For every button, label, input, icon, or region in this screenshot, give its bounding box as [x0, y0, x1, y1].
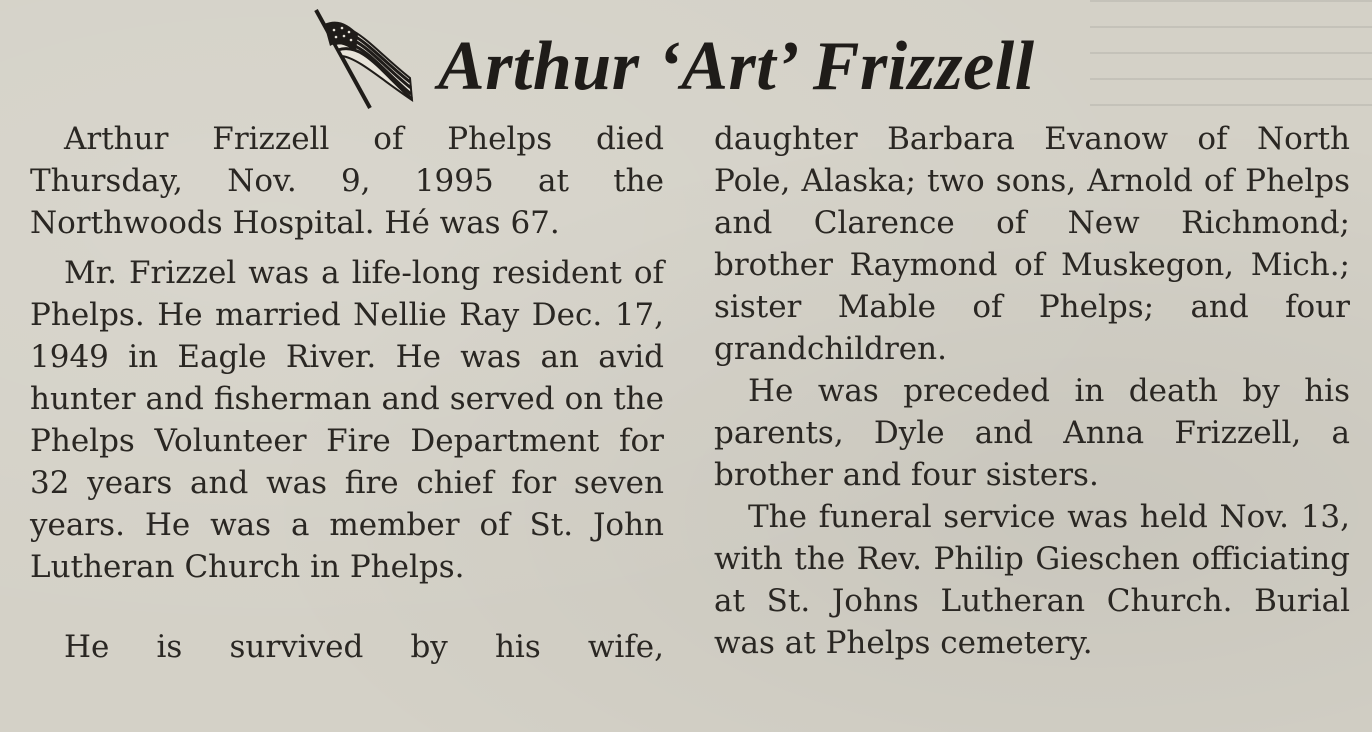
obituary-title: Arthur ‘Art’ Frizzell: [438, 28, 1035, 105]
obituary-headline: [312, 8, 1132, 118]
paragraph-survivors-start: He is survived by his wife,: [64, 629, 664, 665]
left-text-column: [30, 118, 664, 668]
american-flag-icon: [312, 8, 422, 116]
paragraph-biography: Mr. Frizzel was a life-long resident of Phelps. He married Nellie Ray Dec. 17, 1949 in Eagle River. He was an avid hunter and fisherman and served on the Phelps Volunteer Fire Department for 32 years and was fire chief for seven years. He was a member of St. John Lutheran Church in Phelps.: [30, 255, 664, 585]
paragraph-survivors-continued: daughter Barbara Evanow of North Pole, Alaska; two sons, Arnold of Phelps and Clarence of New Richmond; brother Raymond of Muskegon, Mich.; sister Mable of Phelps; and four grandchildren.: [714, 121, 1350, 367]
paragraph-death-notice: Arthur Frizzell of Phelps died Thursday, Nov. 9, 1995 at the Northwoods Hospital. Hé was 67.: [30, 121, 664, 241]
paragraph-funeral-service: The funeral service was held Nov. 13, with the Rev. Philip Gieschen officiating at St. Johns Lutheran Church. Burial was at Phelps cemetery.: [714, 499, 1350, 661]
paragraph-preceded-in-death: He was preceded in death by his parents, Dyle and Anna Frizzell, a brother and four sisters.: [714, 373, 1350, 493]
right-text-column: [714, 118, 1350, 664]
bleed-through-texture: [1090, 0, 1372, 130]
